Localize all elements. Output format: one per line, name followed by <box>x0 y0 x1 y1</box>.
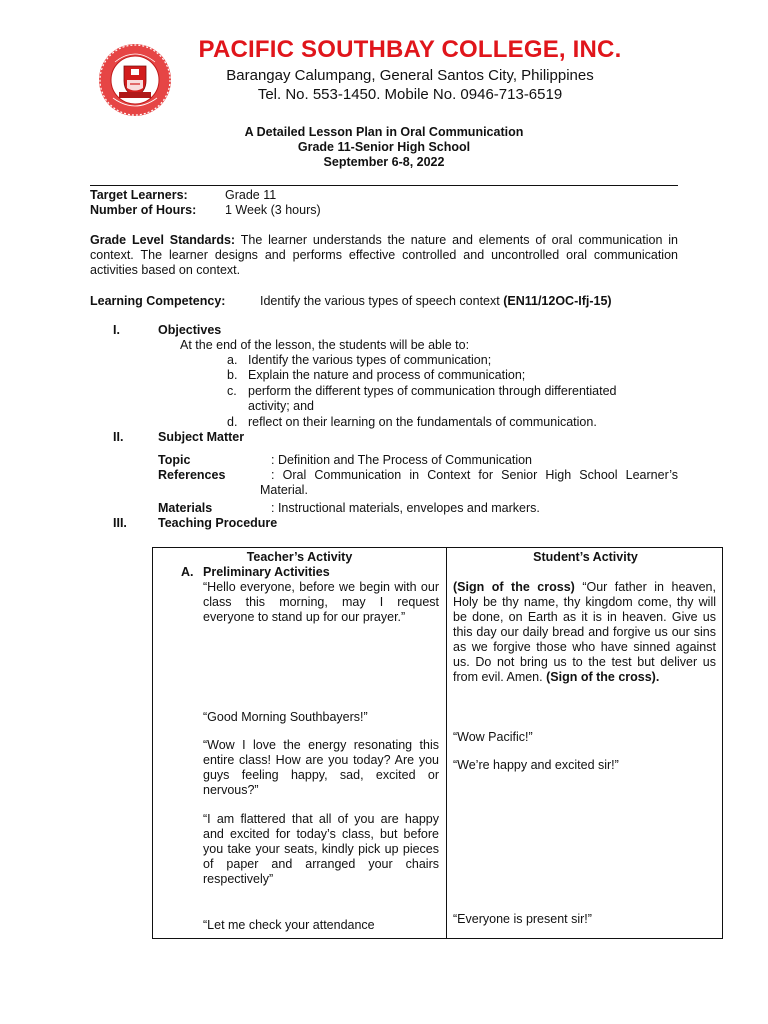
grade-level-standards <box>90 233 678 278</box>
target-learners-value: Grade 11 <box>225 188 277 202</box>
activity-table <box>152 547 723 939</box>
topic-value: : Definition and The Process of Communication <box>271 453 533 467</box>
teacher-line-greeting: “Good Morning Southbayers!” <box>203 710 368 724</box>
objective-c-letter: c. <box>227 384 237 398</box>
target-learners-row <box>90 188 276 203</box>
student-prayer-text: “Our father in heaven, Holy be thy name, thy kingdom come, thy will be done, on Earth as it is in heaven. Give us this day our daily bread and forgive us our sins as we forgive those who have sinned against us. Do not bring us to the test but deliver us from evil. Amen. <box>453 580 716 684</box>
college-address: Barangay Calumpang, General Santos City, Philippines <box>226 67 594 84</box>
student-line-feeling: “We’re happy and excited sir!” <box>453 758 619 772</box>
references-value: : Oral Communication in Context for Senior High School Learner’s Material. <box>260 468 678 497</box>
objectives-heading: Objectives <box>158 323 222 337</box>
header-divider <box>90 185 678 186</box>
learning-competency-code: (EN11/12OC-Ifj-15) <box>503 294 612 308</box>
preliminary-letter: A. <box>181 565 194 579</box>
number-of-hours-row <box>90 203 321 218</box>
college-name: PACIFIC SOUTHBAY COLLEGE, INC. <box>198 36 622 63</box>
objective-b-text: Explain the nature and process of communication; <box>248 368 526 382</box>
teacher-line-tidy-up: “I am flattered that all of you are happy and excited for today’s class, but before you take your seats, kindly pick up pieces of paper and arranged your chairs respectively” <box>203 812 439 886</box>
objective-a-text: Identify the various types of communication; <box>248 353 492 367</box>
student-activity-header: Student’s Activity <box>533 550 638 564</box>
materials-value: : Instructional materials, envelopes and markers. <box>271 501 540 515</box>
student-line-greeting: “Wow Pacific!” <box>453 730 533 744</box>
learning-competency-text: Identify the various types of speech context <box>260 294 500 308</box>
subject-matter-numeral: II. <box>113 430 124 444</box>
objectives-numeral: I. <box>113 323 120 337</box>
grade-level-standards-label: Grade Level Standards: <box>90 233 236 247</box>
table-column-divider <box>446 548 447 938</box>
objective-a-letter: a. <box>227 353 238 367</box>
references-label: References <box>158 468 226 482</box>
procedure-numeral: III. <box>113 516 127 530</box>
subject-matter-heading: Subject Matter <box>158 430 245 444</box>
materials-label: Materials <box>158 501 213 515</box>
procedure-heading: Teaching Procedure <box>158 516 278 530</box>
teacher-activity-header: Teacher’s Activity <box>246 550 353 564</box>
objective-d-text: reflect on their learning on the fundamentals of communication. <box>248 415 597 429</box>
learning-competency <box>260 294 680 309</box>
teacher-line-energy: “Wow I love the energy resonating this entire class! How are you today? Are you guys feeling happy, sad, excited or nervous?” <box>203 738 439 797</box>
lesson-plan-titles <box>90 125 678 170</box>
lesson-plan-grade: Grade 11-Senior High School <box>297 140 471 154</box>
objective-b-letter: b. <box>227 368 238 382</box>
grade-level-standards-text: The learner understands the nature and elements of oral communication in context. The learner designs and performs effective controlled and uncontrolled oral communication activities based on context. <box>90 233 679 277</box>
topic-label: Topic <box>158 453 191 467</box>
learning-competency-label: Learning Competency: <box>90 294 226 308</box>
student-prayer-end: (Sign of the cross). <box>546 670 660 684</box>
objectives-intro: At the end of the lesson, the students will be able to: <box>180 338 470 352</box>
lesson-plan-title: A Detailed Lesson Plan in Oral Communication <box>244 125 524 139</box>
objective-d-letter: d. <box>227 415 238 429</box>
college-seal-logo <box>97 42 173 118</box>
teacher-line-prayer: “Hello everyone, before we begin with our class this morning, may I request everyone to stand up for our prayer.” <box>203 580 439 624</box>
student-prayer-sign: (Sign of the cross) <box>453 580 575 594</box>
lesson-plan-date: September 6-8, 2022 <box>323 155 445 169</box>
student-line-attendance: “Everyone is present sir!” <box>453 912 592 926</box>
number-of-hours-label: Number of Hours: <box>90 203 197 217</box>
number-of-hours-value: 1 Week (3 hours) <box>225 203 321 217</box>
college-contact: Tel. No. 553-1450. Mobile No. 0946-713-6519 <box>257 86 563 103</box>
target-learners-label: Target Learners: <box>90 188 188 202</box>
student-line-prayer <box>453 580 716 685</box>
preliminary-title: Preliminary Activities <box>203 565 330 579</box>
teacher-line-attendance: “Let me check your attendance <box>203 918 375 932</box>
objective-c-text: perform the different types of communication through differentiated activity; and <box>248 384 617 413</box>
